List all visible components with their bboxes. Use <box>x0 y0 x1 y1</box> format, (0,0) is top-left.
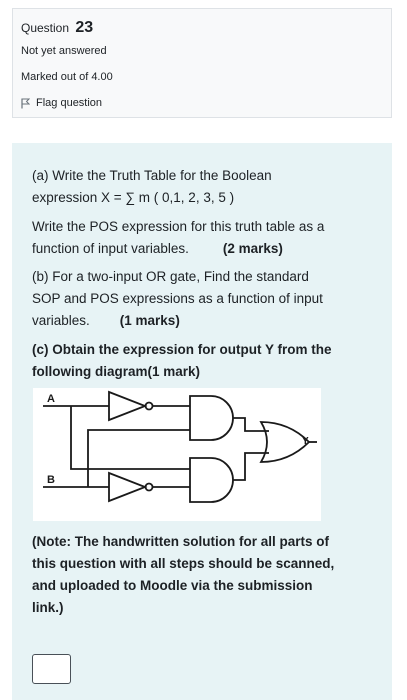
pos-text: Write the POS expression for this truth table as a function of input variables. (2 marks) <box>32 219 325 256</box>
input-b-label: B <box>47 474 55 486</box>
flag-question-link[interactable] <box>21 97 102 109</box>
not-gate-top <box>109 392 145 420</box>
pos-marks: (2 marks) <box>222 241 283 256</box>
question-label-text: Question <box>21 21 70 35</box>
and-gate-bottom <box>190 458 233 502</box>
and-gate-top <box>190 396 233 440</box>
part-a-text: (a) Write the Truth Table for the Boolean expression X = ∑ m ( 0,1, 2, 3, 5 ) <box>32 168 272 205</box>
output-y-label: Y <box>302 436 309 447</box>
flag-icon <box>21 98 30 109</box>
question-status: Not yet answered <box>21 45 107 57</box>
note-text: (Note: The handwritten solution for all parts of this question with all steps should be scanned, and uploaded to Moodle via the submission link.) <box>32 534 335 615</box>
input-b-wire <box>43 430 190 487</box>
question-number: 23 <box>75 19 94 36</box>
part-b-marks: (1 marks) <box>119 313 180 328</box>
part-c-text: (c) Obtain the expression for output Y from the following diagram(1 mark) <box>32 342 332 379</box>
answer-input[interactable] <box>32 654 71 684</box>
not-gate-bottom <box>109 473 145 501</box>
part-b-text: (b) For a two-input OR gate, Find the standard SOP and POS expressions as a function of input variables. (1 marks) <box>32 269 323 328</box>
question-content <box>12 143 392 700</box>
input-a-label: A <box>47 393 55 405</box>
question-marks: Marked out of 4.00 <box>21 71 113 83</box>
question-label <box>21 19 93 37</box>
logic-circuit-diagram <box>33 388 321 521</box>
input-a-wire <box>43 406 190 469</box>
question-info-panel <box>12 8 392 118</box>
flag-question-label: Flag question <box>36 97 103 109</box>
